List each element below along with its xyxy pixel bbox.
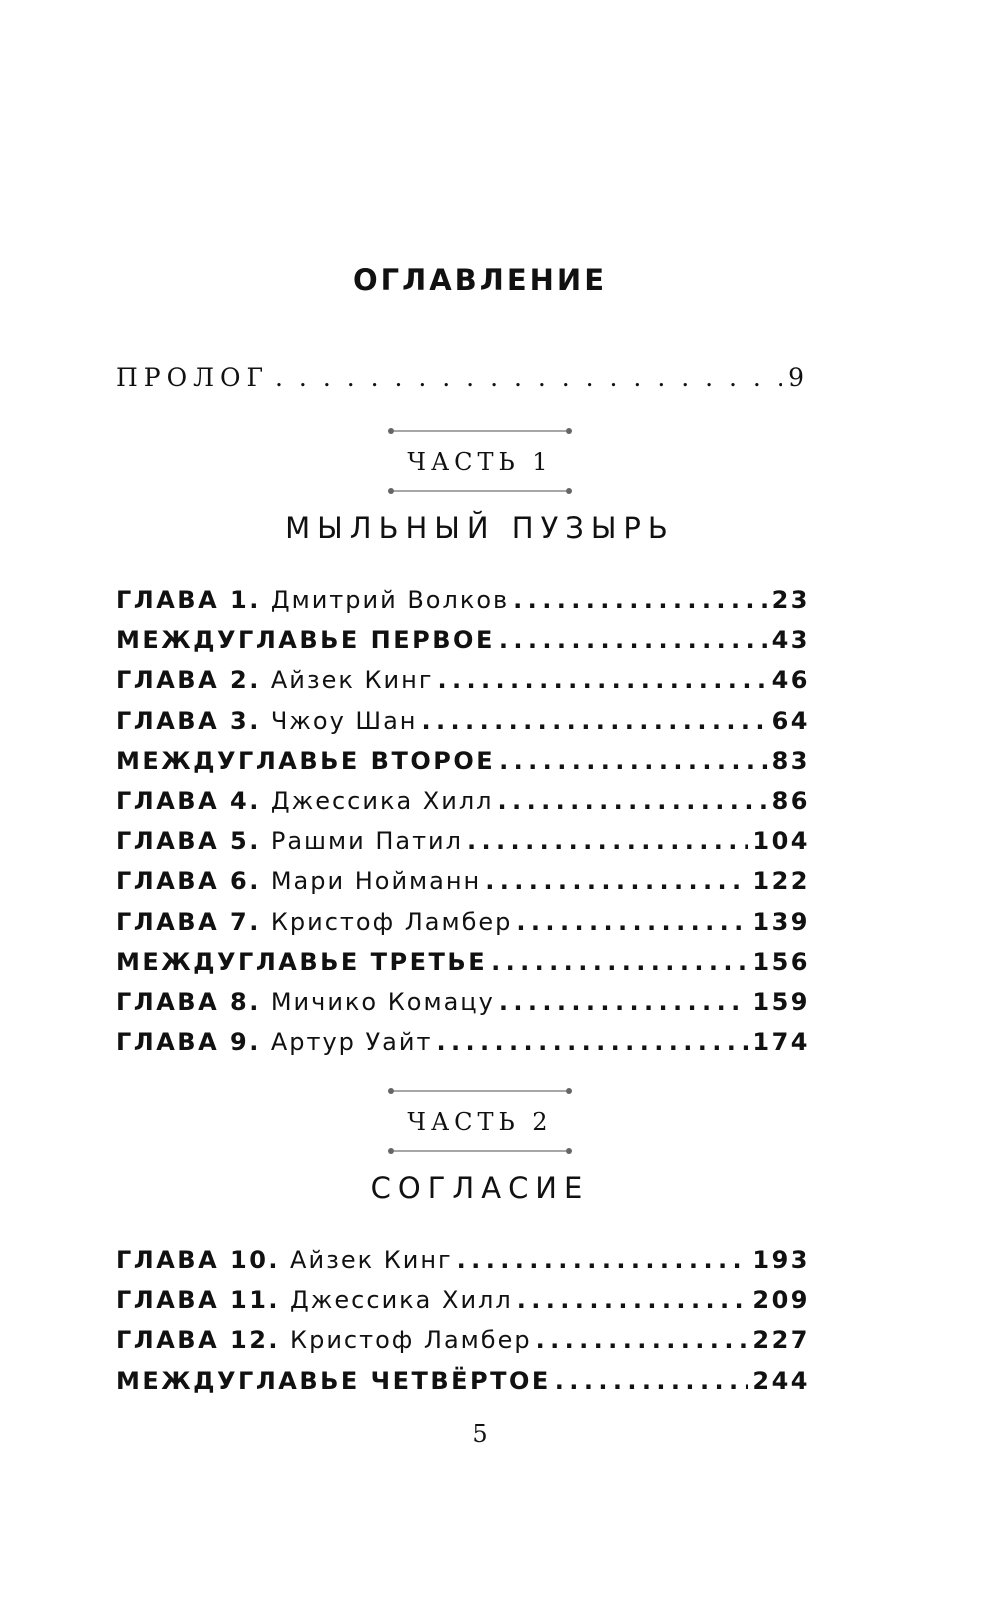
entry-page: 174: [752, 1028, 810, 1057]
toc-entry[interactable]: [116, 781, 810, 821]
part-2-toc-list: [116, 1240, 810, 1401]
entry-name: Джессика Хилл: [290, 1286, 513, 1315]
entry-name: Кристоф Ламбер: [270, 907, 513, 936]
toc-entry[interactable]: [116, 942, 810, 982]
prologue-label: ПРОЛОГ: [116, 363, 270, 392]
toc-entry[interactable]: [116, 982, 810, 1022]
toc-entry[interactable]: [116, 902, 810, 942]
entry-label: МЕЖДУГЛАВЬЕ ПЕРВОЕ: [116, 626, 495, 655]
entry-page: 83: [771, 746, 810, 775]
dot-leader: [555, 1361, 749, 1401]
toc-entry[interactable]: [116, 1361, 810, 1401]
entry-label: ГЛАВА 7.: [116, 907, 261, 936]
entry-page: 193: [752, 1246, 810, 1274]
dot-leader: [485, 861, 748, 901]
entry-label: ГЛАВА 4.: [116, 786, 261, 815]
entry-name: Джессика Хилл: [270, 786, 494, 815]
part-2-label: ЧАСТЬ 2: [407, 1108, 553, 1136]
entry-label: ГЛАВА 2.: [116, 666, 261, 695]
entry-page: 46: [771, 666, 810, 695]
entry-name: Айзек Кинг: [290, 1246, 453, 1274]
toc-entry[interactable]: [116, 861, 810, 901]
entry-label: ГЛАВА 6.: [116, 867, 261, 896]
dot-leader: [437, 660, 767, 700]
entry-page: 159: [752, 987, 810, 1016]
part-1-label: ЧАСТЬ 1: [407, 448, 553, 476]
entry-page: 209: [752, 1286, 810, 1315]
entry-page: 43: [771, 626, 810, 655]
entry-page: 122: [752, 867, 810, 896]
ornament-rule-bottom: [387, 486, 573, 496]
entry-page: 156: [752, 947, 810, 976]
entry-label: ГЛАВА 10.: [116, 1246, 281, 1274]
entry-name: Дмитрий Волков: [270, 586, 510, 614]
dot-leader: [536, 1320, 749, 1360]
entry-page: 244: [752, 1366, 810, 1395]
toc-entry[interactable]: [116, 620, 810, 660]
dot-leader: [513, 580, 767, 620]
dot-leader: [457, 1240, 749, 1280]
entry-name: Чжоу Шан: [270, 706, 418, 735]
dot-leader: [436, 1022, 748, 1062]
entry-page: 86: [771, 786, 810, 815]
dot-leader: [499, 982, 749, 1022]
page-number: 5: [472, 1420, 488, 1448]
entry-label: ГЛАВА 5.: [116, 827, 261, 856]
toc-entry[interactable]: [116, 701, 810, 741]
entry-page: 104: [752, 827, 810, 856]
entry-name: Мичико Комацу: [270, 987, 495, 1016]
prologue-page: 9: [788, 363, 810, 392]
entry-page: 23: [771, 586, 810, 614]
part-1-title: МЫЛЬНЫЙ ПУЗЫРЬ: [285, 511, 675, 545]
dot-leader: [275, 358, 782, 398]
part-1-toc-list: [116, 580, 810, 1062]
dot-leader: [499, 741, 767, 781]
dot-leader: [516, 902, 748, 942]
dot-leader: [498, 781, 768, 821]
entry-label: МЕЖДУГЛАВЬЕ ТРЕТЬЕ: [116, 947, 488, 976]
dot-leader: [491, 942, 748, 982]
dot-leader: [422, 701, 768, 741]
part-2-header: [0, 1086, 960, 1156]
toc-entry-prologue[interactable]: [116, 358, 810, 398]
toc-entry[interactable]: [116, 660, 810, 700]
entry-label: ГЛАВА 3.: [116, 706, 261, 735]
entry-name: Артур Уайт: [270, 1028, 433, 1057]
entry-label: ГЛАВА 12.: [116, 1326, 281, 1355]
ornament-rule-bottom: [387, 1146, 573, 1156]
dot-leader: [517, 1280, 749, 1320]
entry-label: МЕЖДУГЛАВЬЕ ВТОРОЕ: [116, 746, 496, 775]
toc-title: ОГЛАВЛЕНИЕ: [352, 263, 607, 297]
part-1-header: [0, 426, 960, 496]
entry-name: Рашми Патил: [270, 827, 463, 856]
toc-entry[interactable]: [116, 1240, 810, 1280]
toc-entry[interactable]: [116, 1320, 810, 1360]
entry-page: 64: [771, 706, 810, 735]
entry-name: Мари Нойманн: [270, 867, 482, 896]
toc-entry[interactable]: [116, 821, 810, 861]
dot-leader: [499, 620, 768, 660]
entry-page: 139: [752, 907, 810, 936]
entry-name: Айзек Кинг: [270, 666, 434, 695]
toc-entry[interactable]: [116, 1022, 810, 1062]
ornament-rule-top: [387, 426, 573, 436]
entry-page: 227: [752, 1326, 810, 1355]
entry-name: Кристоф Ламбер: [290, 1326, 532, 1355]
part-2-title: СОГЛАСИЕ: [370, 1171, 590, 1205]
entry-label: ГЛАВА 11.: [116, 1286, 281, 1315]
toc-entry[interactable]: [116, 580, 810, 620]
entry-label: ГЛАВА 9.: [116, 1028, 261, 1057]
entry-label: МЕЖДУГЛАВЬЕ ЧЕТВЁРТОЕ: [116, 1366, 551, 1395]
entry-label: ГЛАВА 8.: [116, 987, 261, 1016]
toc-entry[interactable]: [116, 1280, 810, 1320]
dot-leader: [467, 821, 748, 861]
entry-label: ГЛАВА 1.: [116, 586, 261, 614]
toc-entry[interactable]: [116, 741, 810, 781]
ornament-rule-top: [387, 1086, 573, 1096]
